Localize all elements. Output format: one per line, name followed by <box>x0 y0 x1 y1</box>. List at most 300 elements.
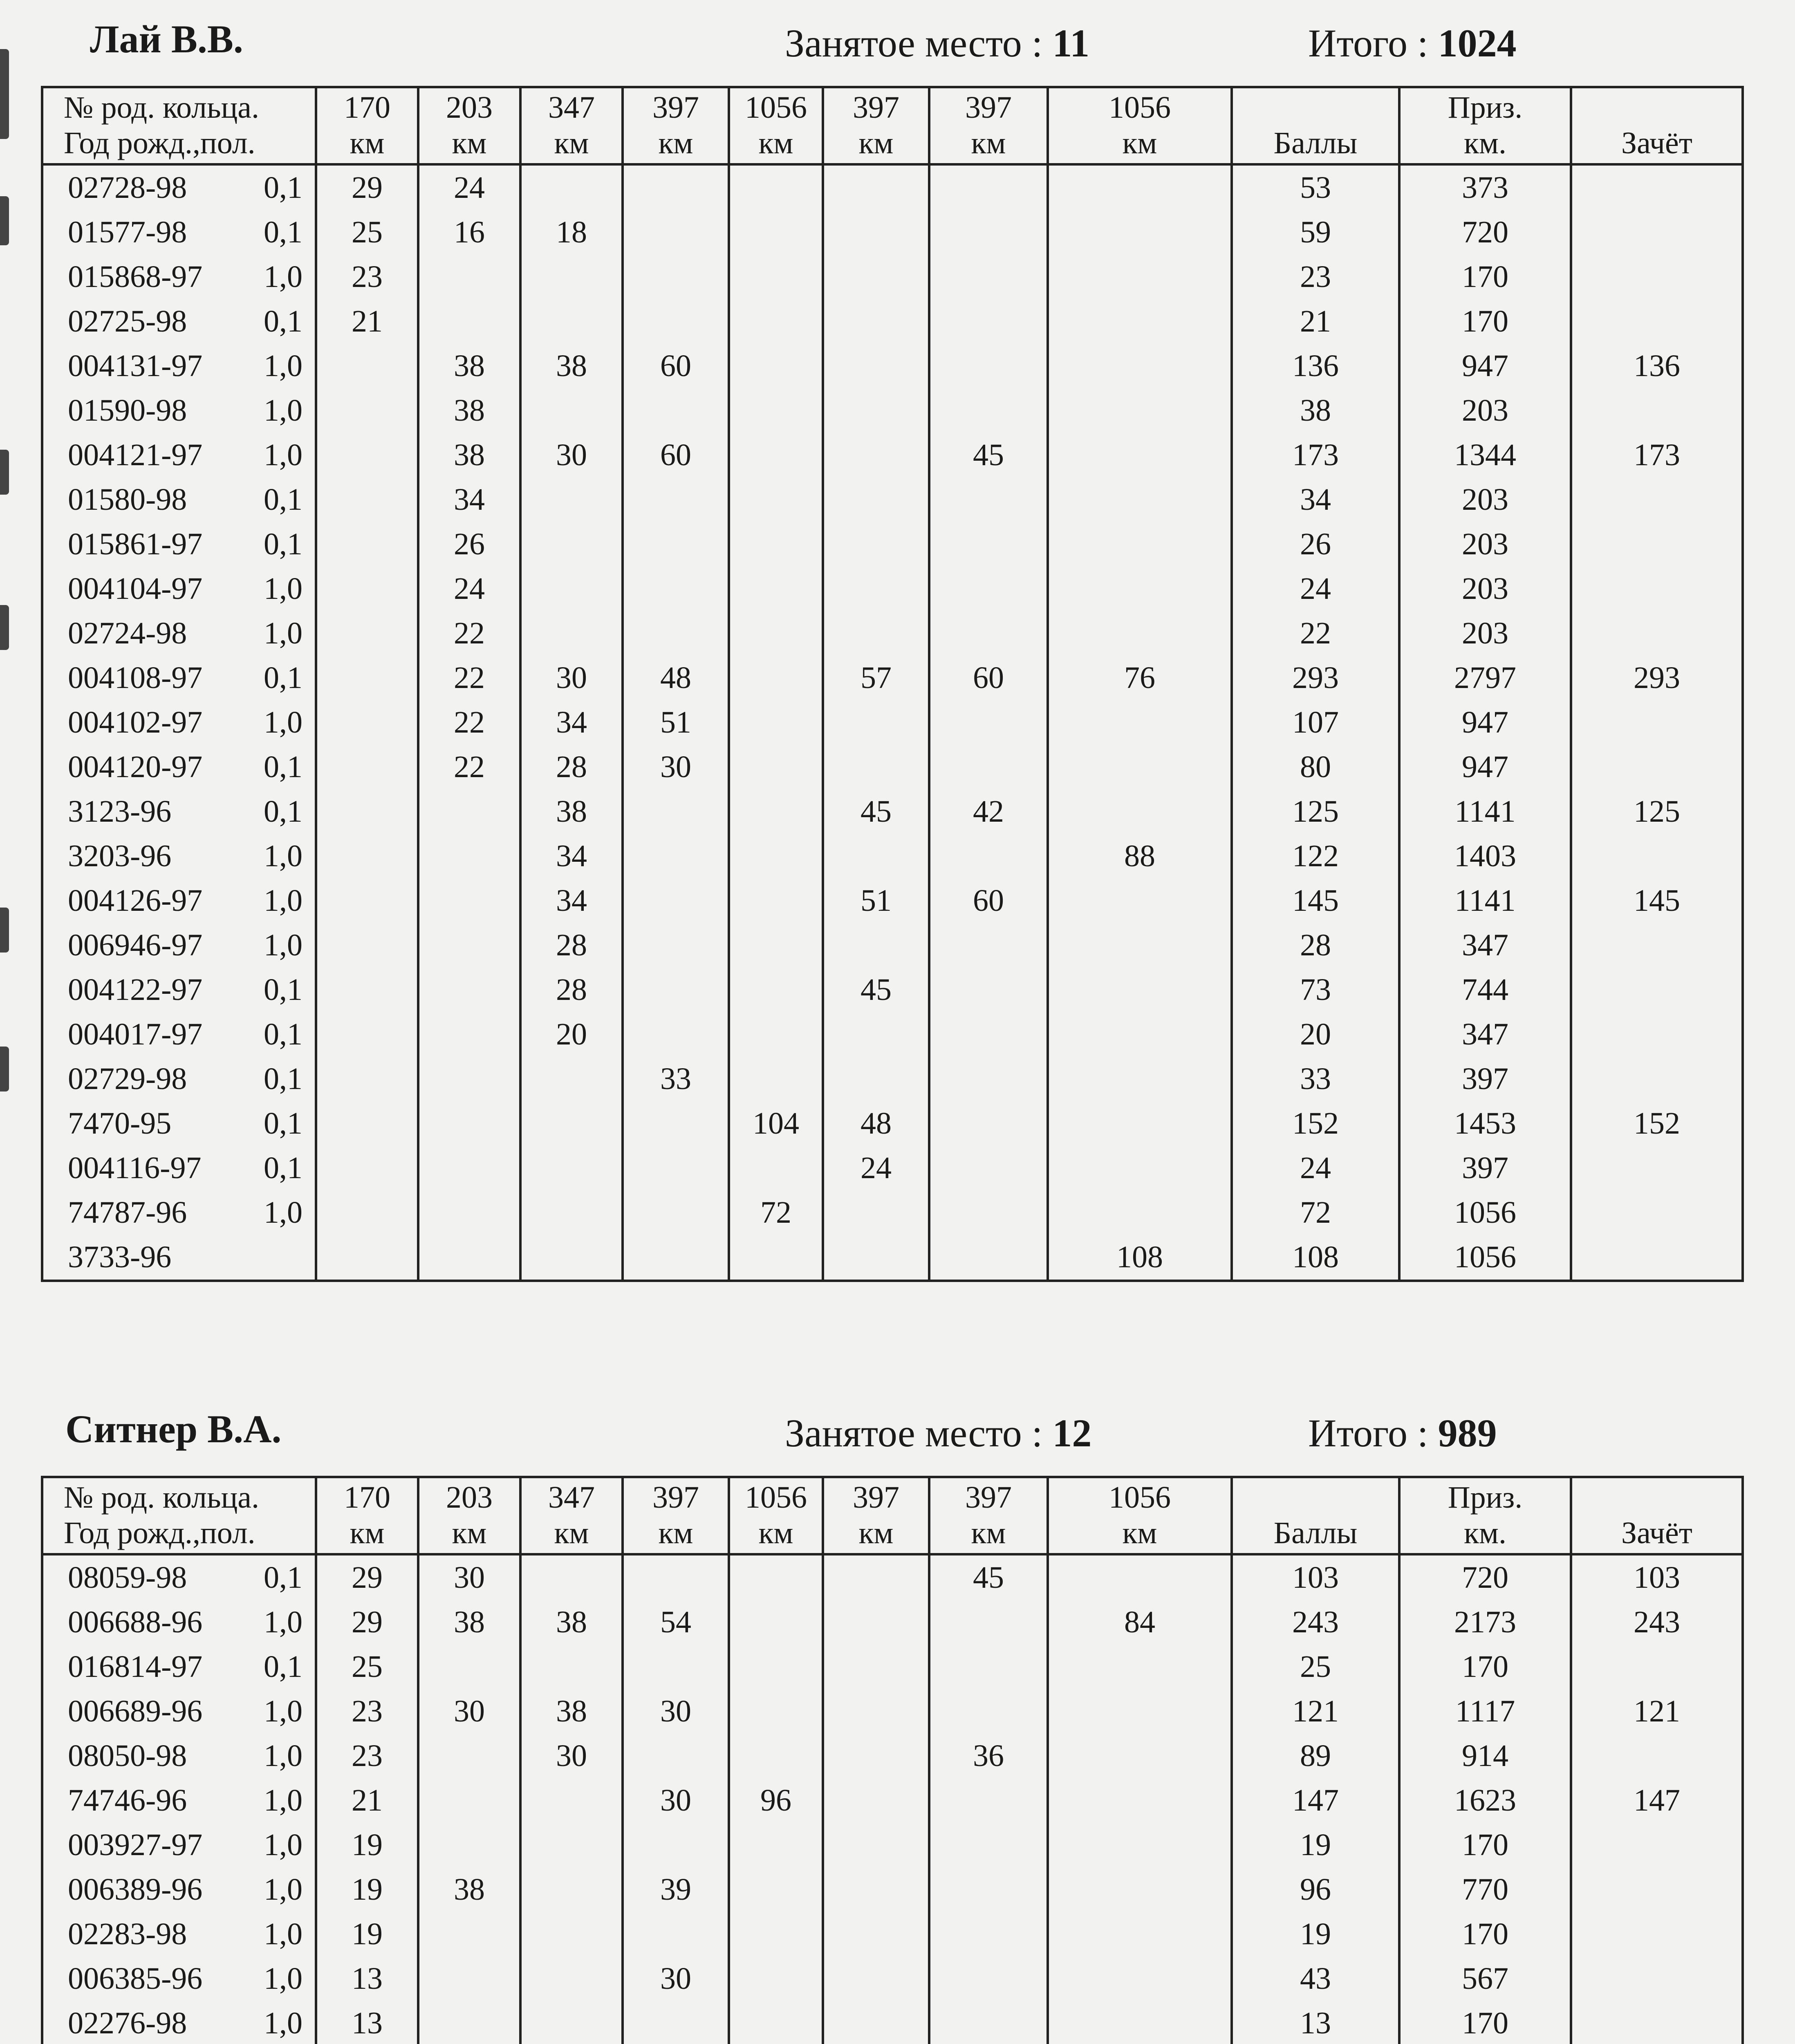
distance-score-cell: 38 <box>520 789 623 834</box>
distance-score-cell: 25 <box>316 210 418 255</box>
distance-score-cell <box>623 255 729 299</box>
points-cell: 13 <box>1232 2001 1399 2044</box>
gender-cell: 1,0 <box>214 611 316 656</box>
distance-score-cell <box>729 164 823 210</box>
gender-cell: 1,0 <box>214 433 316 477</box>
prize-km-cell: 720 <box>1399 210 1571 255</box>
distance-header: 347 км <box>520 87 623 164</box>
points-cell: 103 <box>1232 1554 1399 1600</box>
points-cell: 293 <box>1232 656 1399 700</box>
ring-year-header: № род. кольца. Год рожд.,пол. <box>42 1477 316 1554</box>
distance-score-cell <box>623 1912 729 1957</box>
table-row <box>42 2001 1743 2044</box>
distance-header: 1056 км <box>1048 1477 1232 1554</box>
distance-score-cell: 96 <box>729 1778 823 1823</box>
prize-km-cell: 203 <box>1399 567 1571 611</box>
distance-score-cell: 20 <box>520 1012 623 1057</box>
prize-km-cell: 397 <box>1399 1057 1571 1101</box>
ring-number-cell: 006946-97 <box>42 923 214 968</box>
distance-score-cell <box>520 1645 623 1689</box>
distance-score-cell <box>316 879 418 923</box>
gender-cell: 1,0 <box>214 567 316 611</box>
credit-cell <box>1571 745 1743 789</box>
distance-score-cell <box>520 477 623 522</box>
distance-score-cell <box>623 789 729 834</box>
distance-score-cell <box>316 1190 418 1235</box>
distance-score-cell <box>1048 299 1232 344</box>
distance-score-cell: 30 <box>623 1689 729 1734</box>
distance-score-cell: 28 <box>520 745 623 789</box>
distance-score-cell <box>929 1823 1048 1867</box>
distance-score-cell: 22 <box>418 745 520 789</box>
distance-score-cell <box>1048 344 1232 388</box>
distance-score-cell <box>520 164 623 210</box>
distance-score-cell <box>823 1235 929 1281</box>
distance-score-cell: 57 <box>823 656 929 700</box>
distance-score-cell <box>823 1689 929 1734</box>
gender-cell: 0,1 <box>214 1057 316 1101</box>
credit-cell <box>1571 1146 1743 1190</box>
distance-score-cell: 18 <box>520 210 623 255</box>
distance-score-cell <box>520 611 623 656</box>
distance-score-cell <box>1048 700 1232 745</box>
distance-score-cell: 42 <box>929 789 1048 834</box>
table-row <box>42 1057 1743 1101</box>
gender-cell: 1,0 <box>214 2001 316 2044</box>
distance-score-cell: 28 <box>520 968 623 1012</box>
distance-score-cell <box>418 879 520 923</box>
distance-score-cell: 30 <box>418 1554 520 1600</box>
table-row <box>42 1734 1743 1778</box>
distance-score-cell <box>729 1146 823 1190</box>
gender-cell: 0,1 <box>214 164 316 210</box>
distance-score-cell <box>418 1012 520 1057</box>
credit-cell <box>1571 834 1743 879</box>
distance-header: 397 км <box>929 1477 1048 1554</box>
prize-km-cell: 947 <box>1399 700 1571 745</box>
distance-score-cell <box>623 1734 729 1778</box>
distance-score-cell <box>520 1867 623 1912</box>
prize-km-cell: 2797 <box>1399 656 1571 700</box>
gender-cell <box>214 1235 316 1281</box>
gender-cell: 1,0 <box>214 1190 316 1235</box>
distance-score-cell <box>316 1146 418 1190</box>
distance-score-cell <box>823 1778 929 1823</box>
ring-number-cell: 7470-95 <box>42 1101 214 1146</box>
distance-score-cell: 84 <box>1048 1600 1232 1645</box>
distance-score-cell: 34 <box>418 477 520 522</box>
distance-score-cell: 38 <box>520 344 623 388</box>
distance-score-cell: 29 <box>316 164 418 210</box>
total-label: Итого : 1024 <box>1308 21 1517 65</box>
distance-score-cell <box>729 1057 823 1101</box>
gender-cell: 0,1 <box>214 789 316 834</box>
distance-score-cell <box>520 255 623 299</box>
distance-score-cell <box>623 968 729 1012</box>
points-cell: 22 <box>1232 611 1399 656</box>
gender-cell: 1,0 <box>214 879 316 923</box>
distance-header: 203 км <box>418 1477 520 1554</box>
distance-score-cell <box>418 1734 520 1778</box>
table-row <box>42 1101 1743 1146</box>
distance-score-cell <box>929 1957 1048 2001</box>
distance-header: 397 км <box>929 87 1048 164</box>
ring-number-cell: 004126-97 <box>42 879 214 923</box>
table-row <box>42 344 1743 388</box>
distance-score-cell <box>1048 2001 1232 2044</box>
credit-cell: 147 <box>1571 1778 1743 1823</box>
points-cell: 38 <box>1232 388 1399 433</box>
distance-score-cell <box>929 388 1048 433</box>
total-value: 989 <box>1438 1411 1497 1455</box>
distance-score-cell <box>623 164 729 210</box>
distance-score-cell: 30 <box>520 656 623 700</box>
distance-score-cell <box>729 1554 823 1600</box>
distance-score-cell <box>929 210 1048 255</box>
prize-km-cell: 170 <box>1399 2001 1571 2044</box>
distance-score-cell <box>520 1057 623 1101</box>
distance-score-cell <box>929 1235 1048 1281</box>
credit-cell <box>1571 164 1743 210</box>
distance-score-cell <box>1048 433 1232 477</box>
distance-header: 397 км <box>623 87 729 164</box>
distance-score-cell <box>623 611 729 656</box>
ring-year-header: № род. кольца. Год рожд.,пол. <box>42 87 316 164</box>
ring-number-cell: 004131-97 <box>42 344 214 388</box>
distance-score-cell: 30 <box>520 433 623 477</box>
gender-cell: 0,1 <box>214 299 316 344</box>
points-header: Баллы <box>1232 87 1399 164</box>
header-row <box>42 87 1743 164</box>
prize-km-cell: 2173 <box>1399 1600 1571 1645</box>
prize-km-cell: 170 <box>1399 299 1571 344</box>
table-row <box>42 1957 1743 2001</box>
distance-score-cell <box>623 1645 729 1689</box>
distance-score-cell: 24 <box>823 1146 929 1190</box>
distance-score-cell <box>623 923 729 968</box>
distance-score-cell: 39 <box>623 1867 729 1912</box>
distance-score-cell <box>1048 164 1232 210</box>
distance-score-cell <box>623 1146 729 1190</box>
distance-score-cell <box>729 522 823 567</box>
distance-score-cell <box>729 567 823 611</box>
points-cell: 24 <box>1232 1146 1399 1190</box>
distance-score-cell <box>929 1867 1048 1912</box>
distance-score-cell <box>929 344 1048 388</box>
table-row <box>42 879 1743 923</box>
prize-km-header: Приз. км. <box>1399 87 1571 164</box>
points-cell: 34 <box>1232 477 1399 522</box>
distance-score-cell <box>1048 255 1232 299</box>
distance-score-cell <box>1048 567 1232 611</box>
table-row <box>42 1190 1743 1235</box>
prize-km-cell: 1056 <box>1399 1235 1571 1281</box>
distance-score-cell <box>729 656 823 700</box>
gender-cell: 0,1 <box>214 477 316 522</box>
ring-number-cell: 3733-96 <box>42 1235 214 1281</box>
distance-score-cell: 108 <box>1048 1235 1232 1281</box>
distance-score-cell <box>623 1012 729 1057</box>
distance-score-cell <box>316 1012 418 1057</box>
distance-score-cell <box>418 789 520 834</box>
distance-score-cell <box>929 1057 1048 1101</box>
prize-km-cell: 1623 <box>1399 1778 1571 1823</box>
distance-score-cell <box>1048 789 1232 834</box>
credit-cell <box>1571 477 1743 522</box>
distance-score-cell <box>929 834 1048 879</box>
distance-score-cell <box>520 1778 623 1823</box>
ring-number-cell: 004017-97 <box>42 1012 214 1057</box>
distance-score-cell <box>316 968 418 1012</box>
distance-score-cell <box>729 923 823 968</box>
distance-score-cell: 51 <box>623 700 729 745</box>
distance-score-cell: 54 <box>623 1600 729 1645</box>
table-row <box>42 522 1743 567</box>
ring-number-cell: 74746-96 <box>42 1778 214 1823</box>
distance-score-cell <box>1048 1734 1232 1778</box>
distance-score-cell: 19 <box>316 1823 418 1867</box>
distance-score-cell <box>929 522 1048 567</box>
distance-score-cell <box>823 344 929 388</box>
points-cell: 108 <box>1232 1235 1399 1281</box>
distance-score-cell <box>823 1823 929 1867</box>
prize-km-cell: 170 <box>1399 1823 1571 1867</box>
ring-number-cell: 02724-98 <box>42 611 214 656</box>
distance-score-cell <box>520 1912 623 1957</box>
distance-score-cell: 38 <box>520 1600 623 1645</box>
credit-cell <box>1571 2001 1743 2044</box>
distance-score-cell: 45 <box>929 433 1048 477</box>
distance-score-cell <box>623 299 729 344</box>
gender-cell: 1,0 <box>214 1778 316 1823</box>
distance-score-cell <box>1048 388 1232 433</box>
ring-number-cell: 08050-98 <box>42 1734 214 1778</box>
distance-score-cell <box>729 611 823 656</box>
distance-score-cell <box>823 1057 929 1101</box>
credit-cell <box>1571 1057 1743 1101</box>
distance-header: 397 км <box>823 1477 929 1554</box>
distance-score-cell <box>1048 522 1232 567</box>
distance-score-cell <box>520 1190 623 1235</box>
prize-km-cell: 1141 <box>1399 879 1571 923</box>
prize-km-cell: 170 <box>1399 1912 1571 1957</box>
distance-score-cell <box>729 388 823 433</box>
distance-score-cell <box>823 477 929 522</box>
distance-score-cell: 21 <box>316 1778 418 1823</box>
distance-score-cell <box>418 923 520 968</box>
credit-cell <box>1571 299 1743 344</box>
gender-cell: 0,1 <box>214 968 316 1012</box>
prize-km-cell: 1344 <box>1399 433 1571 477</box>
distance-score-cell <box>729 299 823 344</box>
ring-number-cell: 004121-97 <box>42 433 214 477</box>
points-cell: 19 <box>1232 1823 1399 1867</box>
distance-score-cell <box>1048 1012 1232 1057</box>
distance-score-cell <box>729 1012 823 1057</box>
credit-cell <box>1571 1867 1743 1912</box>
ring-number-cell: 3123-96 <box>42 789 214 834</box>
distance-score-cell <box>1048 745 1232 789</box>
distance-header: 203 км <box>418 87 520 164</box>
table-row <box>42 567 1743 611</box>
distance-score-cell <box>929 1101 1048 1146</box>
distance-score-cell <box>929 611 1048 656</box>
distance-score-cell <box>1048 1867 1232 1912</box>
distance-score-cell <box>929 1012 1048 1057</box>
table-row <box>42 388 1743 433</box>
points-cell: 122 <box>1232 834 1399 879</box>
distance-score-cell: 19 <box>316 1867 418 1912</box>
distance-score-cell <box>623 1823 729 1867</box>
ring-number-cell: 015861-97 <box>42 522 214 567</box>
distance-score-cell <box>929 745 1048 789</box>
ring-number-cell: 006688-96 <box>42 1600 214 1645</box>
fancier-name: Ситнер В.А. <box>65 1407 282 1451</box>
prize-km-cell: 170 <box>1399 1645 1571 1689</box>
table-row <box>42 745 1743 789</box>
distance-score-cell <box>623 834 729 879</box>
binder-ring <box>0 49 9 139</box>
distance-score-cell <box>929 1146 1048 1190</box>
table-row <box>42 611 1743 656</box>
points-cell: 59 <box>1232 210 1399 255</box>
distance-score-cell: 45 <box>823 968 929 1012</box>
table-row <box>42 1778 1743 1823</box>
distance-score-cell <box>316 388 418 433</box>
distance-score-cell: 60 <box>623 433 729 477</box>
distance-score-cell: 13 <box>316 2001 418 2044</box>
distance-score-cell <box>418 1057 520 1101</box>
distance-score-cell: 36 <box>929 1734 1048 1778</box>
distance-score-cell <box>316 567 418 611</box>
distance-score-cell <box>729 834 823 879</box>
ring-number-cell: 004108-97 <box>42 656 214 700</box>
prize-km-cell: 914 <box>1399 1734 1571 1778</box>
distance-score-cell: 60 <box>623 344 729 388</box>
place-value: 11 <box>1052 21 1090 65</box>
credit-header: Зачёт <box>1571 87 1743 164</box>
points-cell: 20 <box>1232 1012 1399 1057</box>
distance-score-cell <box>929 164 1048 210</box>
distance-score-cell <box>418 2001 520 2044</box>
binder-ring <box>0 196 9 245</box>
distance-score-cell <box>1048 1778 1232 1823</box>
distance-score-cell: 45 <box>929 1554 1048 1600</box>
distance-score-cell <box>929 968 1048 1012</box>
distance-score-cell <box>1048 1912 1232 1957</box>
points-cell: 24 <box>1232 567 1399 611</box>
prize-km-cell: 203 <box>1399 522 1571 567</box>
distance-score-cell <box>729 968 823 1012</box>
total-label: Итого : 989 <box>1308 1411 1497 1455</box>
distance-score-cell <box>729 1957 823 2001</box>
place-label: Занятое место : 12 <box>785 1411 1092 1455</box>
table-row <box>42 656 1743 700</box>
distance-score-cell: 22 <box>418 656 520 700</box>
credit-cell <box>1571 210 1743 255</box>
credit-cell: 125 <box>1571 789 1743 834</box>
distance-score-cell: 48 <box>623 656 729 700</box>
gender-cell: 1,0 <box>214 1957 316 2001</box>
distance-score-cell <box>418 834 520 879</box>
table-row <box>42 1867 1743 1912</box>
prize-km-cell: 373 <box>1399 164 1571 210</box>
prize-km-cell: 947 <box>1399 745 1571 789</box>
distance-score-cell <box>823 1912 929 1957</box>
points-cell: 136 <box>1232 344 1399 388</box>
distance-score-cell <box>418 299 520 344</box>
gender-cell: 1,0 <box>214 388 316 433</box>
distance-header: 1056 км <box>729 1477 823 1554</box>
points-cell: 28 <box>1232 923 1399 968</box>
distance-score-cell <box>418 1235 520 1281</box>
distance-score-cell <box>316 923 418 968</box>
ring-number-cell: 015868-97 <box>42 255 214 299</box>
distance-header: 347 км <box>520 1477 623 1554</box>
section-header <box>41 16 1741 65</box>
ring-number-cell: 004122-97 <box>42 968 214 1012</box>
distance-score-cell <box>418 1823 520 1867</box>
distance-score-cell <box>623 210 729 255</box>
ring-number-cell: 01580-98 <box>42 477 214 522</box>
distance-score-cell <box>729 477 823 522</box>
credit-cell <box>1571 700 1743 745</box>
ring-number-cell: 016814-97 <box>42 1645 214 1689</box>
distance-score-cell <box>418 1101 520 1146</box>
distance-score-cell <box>823 255 929 299</box>
ring-number-cell: 01577-98 <box>42 210 214 255</box>
table-row <box>42 700 1743 745</box>
distance-score-cell <box>316 700 418 745</box>
distance-score-cell <box>729 2001 823 2044</box>
distance-score-cell: 23 <box>316 1734 418 1778</box>
distance-score-cell <box>418 1146 520 1190</box>
ring-number-cell: 02725-98 <box>42 299 214 344</box>
table-row <box>42 477 1743 522</box>
distance-score-cell: 38 <box>418 344 520 388</box>
table-row <box>42 1235 1743 1281</box>
distance-score-cell <box>929 700 1048 745</box>
distance-score-cell <box>823 388 929 433</box>
gender-cell: 1,0 <box>214 1734 316 1778</box>
points-cell: 96 <box>1232 1867 1399 1912</box>
distance-score-cell <box>316 834 418 879</box>
distance-score-cell <box>823 433 929 477</box>
points-cell: 73 <box>1232 968 1399 1012</box>
distance-score-cell: 23 <box>316 255 418 299</box>
distance-score-cell <box>823 1734 929 1778</box>
distance-score-cell <box>316 522 418 567</box>
ring-number-cell: 08059-98 <box>42 1554 214 1600</box>
distance-header: 170 км <box>316 1477 418 1554</box>
table-row <box>42 210 1743 255</box>
ring-number-cell: 02728-98 <box>42 164 214 210</box>
gender-cell: 0,1 <box>214 522 316 567</box>
distance-score-cell: 72 <box>729 1190 823 1235</box>
distance-score-cell <box>929 1778 1048 1823</box>
credit-cell <box>1571 611 1743 656</box>
table-row <box>42 299 1743 344</box>
distance-score-cell: 25 <box>316 1645 418 1689</box>
distance-score-cell <box>1048 1689 1232 1734</box>
distance-score-cell: 38 <box>418 388 520 433</box>
distance-score-cell <box>729 1235 823 1281</box>
distance-score-cell <box>1048 1190 1232 1235</box>
distance-score-cell <box>623 1554 729 1600</box>
distance-score-cell <box>1048 879 1232 923</box>
distance-score-cell <box>520 1235 623 1281</box>
prize-km-cell: 720 <box>1399 1554 1571 1600</box>
